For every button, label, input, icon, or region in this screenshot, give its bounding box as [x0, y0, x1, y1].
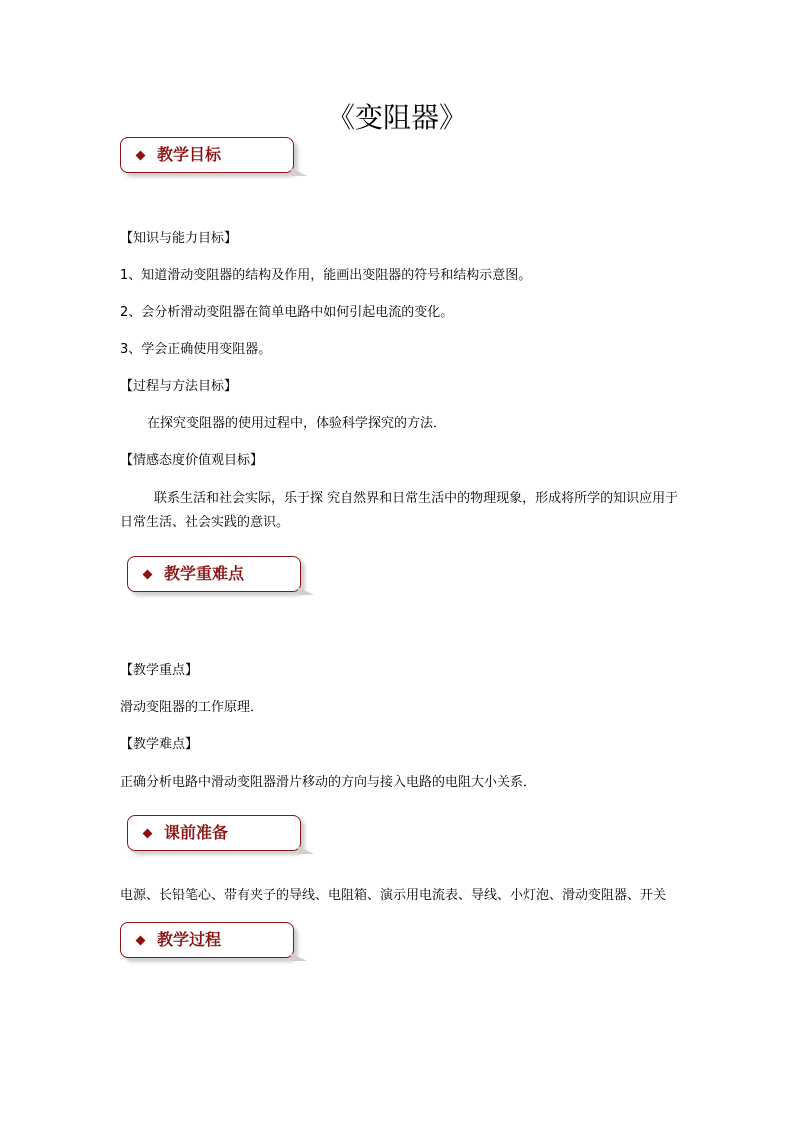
focus-heading: 【教学重点】	[120, 663, 199, 678]
diamond-bullet-icon	[136, 151, 146, 161]
focus-text: 滑动变阻器的工作原理．	[120, 700, 264, 715]
section-label: 教学目标	[157, 145, 222, 164]
goal-item-1: 1、知道滑动变阻器的结构及作用，能画出变阻器的符号和结构示意图。	[120, 268, 532, 283]
section-header-process	[120, 922, 294, 958]
section-label: 教学过程	[157, 930, 222, 949]
section-header-goals	[120, 137, 294, 173]
process-heading: 【过程与方法目标】	[120, 379, 238, 394]
header-shadow-tail	[291, 168, 307, 176]
preparation-text: 电源、长铅笔心、带有夹子的导线、电阻箱、演示用电流表、导线、小灯泡、滑动变阻器、开关	[120, 888, 667, 903]
page-title: 《变阻器》	[326, 101, 467, 134]
diamond-bullet-icon	[143, 829, 153, 839]
emotion-text: 联系生活和社会实际，乐于探 究自然界和日常生活中的物理现象，形成将所学的知识应用于日常生活、社会实践的意识。	[120, 491, 679, 530]
process-text: 在探究变阻器的使用过程中，体验科学探究的方法．	[147, 416, 447, 431]
header-shadow-tail	[298, 846, 314, 854]
section-header-preparation	[127, 815, 301, 851]
section-label: 教学重难点	[164, 564, 245, 583]
emotion-heading: 【情感态度价值观目标】	[120, 453, 264, 468]
knowledge-heading: 【知识与能力目标】	[120, 231, 238, 246]
diamond-bullet-icon	[143, 570, 153, 580]
header-shadow-tail	[298, 587, 314, 595]
section-header-key-points	[127, 556, 301, 592]
diamond-bullet-icon	[136, 936, 146, 946]
header-shadow-tail	[291, 953, 307, 961]
difficulty-text: 正确分析电路中滑动变阻器滑片移动的方向与接入电路的电阻大小关系．	[120, 775, 537, 790]
difficulty-heading: 【教学难点】	[120, 737, 199, 752]
section-label: 课前准备	[164, 823, 229, 842]
goal-item-2: 2、会分析滑动变阻器在简单电路中如何引起电流的变化。	[120, 305, 454, 320]
goal-item-3: 3、学会正确使用变阻器。	[120, 342, 272, 357]
